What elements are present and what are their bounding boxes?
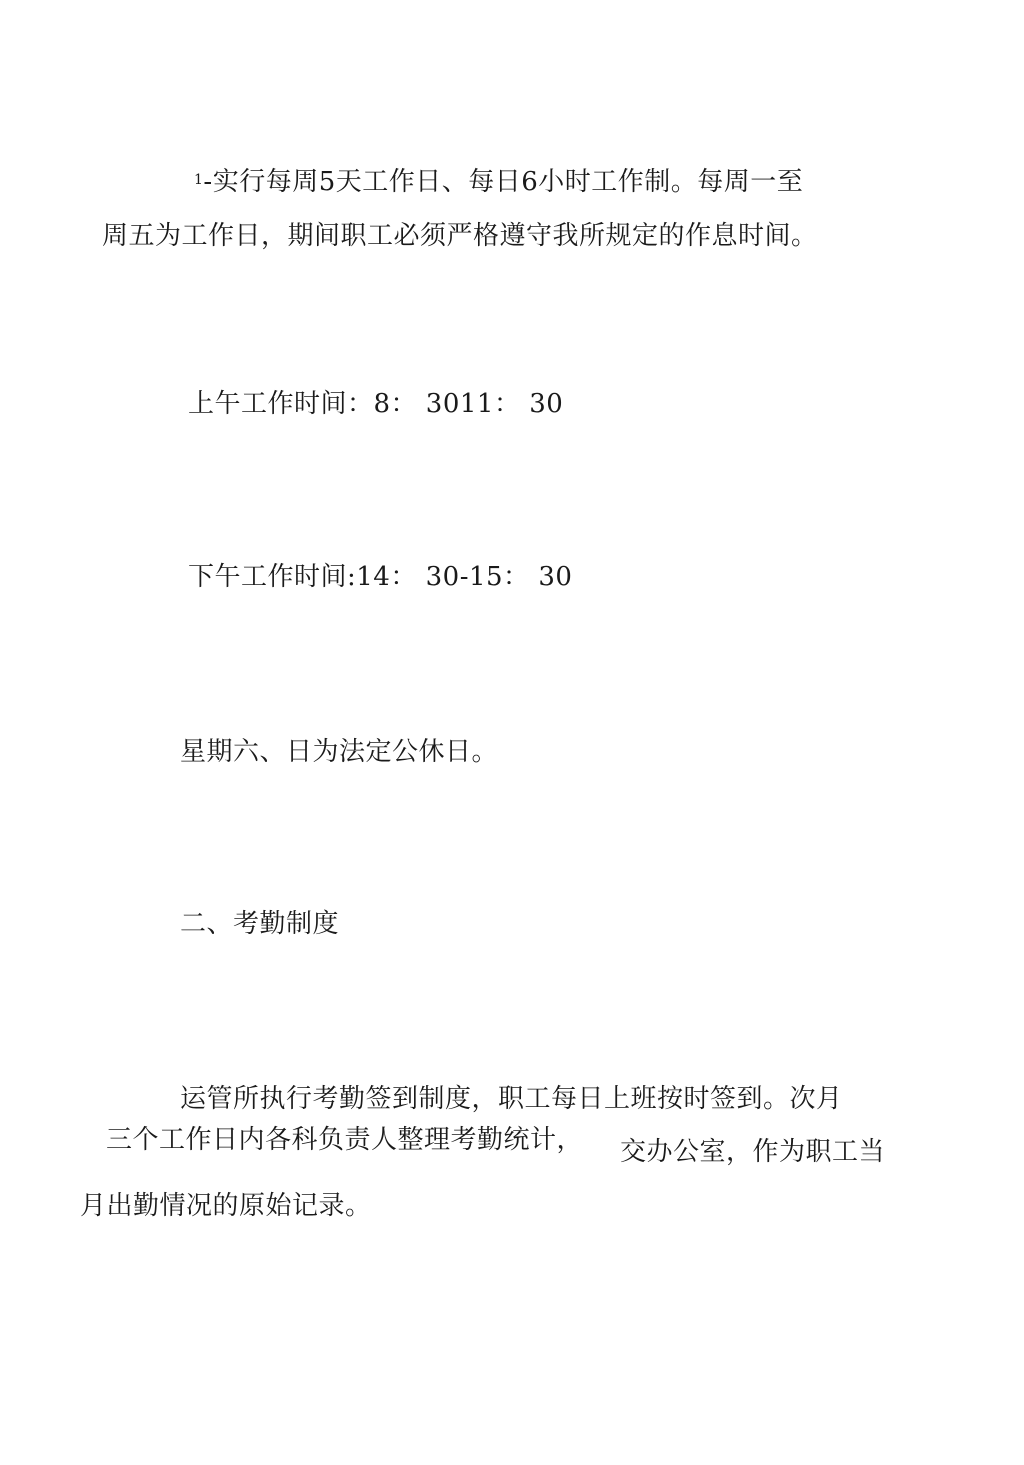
paragraph1-line2: 周五为工作日，期间职工必须严格遵守我所规定的作息时间。: [102, 221, 818, 251]
section2-line3: 月出勤情况的原始记录。: [80, 1191, 372, 1221]
section2-line1: 运管所执行考勤签到制度，职工每日上班按时签到。次月: [180, 1084, 843, 1114]
morning-hours: 上午工作时间：8： 3011： 30: [188, 389, 564, 419]
section2-line2b: 交办公室，作为职工当: [620, 1137, 886, 1167]
list-marker: 1: [194, 172, 204, 188]
paragraph1-line1: [194, 166, 803, 198]
weekend-note: 星期六、日为法定公休日。: [180, 737, 499, 767]
section2-heading: 二、考勤制度: [180, 909, 340, 939]
afternoon-hours: 下午工作时间:14： 30-15： 30: [188, 562, 573, 592]
section2-line2a: 三个工作日内各科负责人整理考勤统计，: [106, 1125, 584, 1155]
paragraph1-line1-text: -实行每周5天工作日、每日6小时工作制。每周一至: [203, 167, 804, 197]
